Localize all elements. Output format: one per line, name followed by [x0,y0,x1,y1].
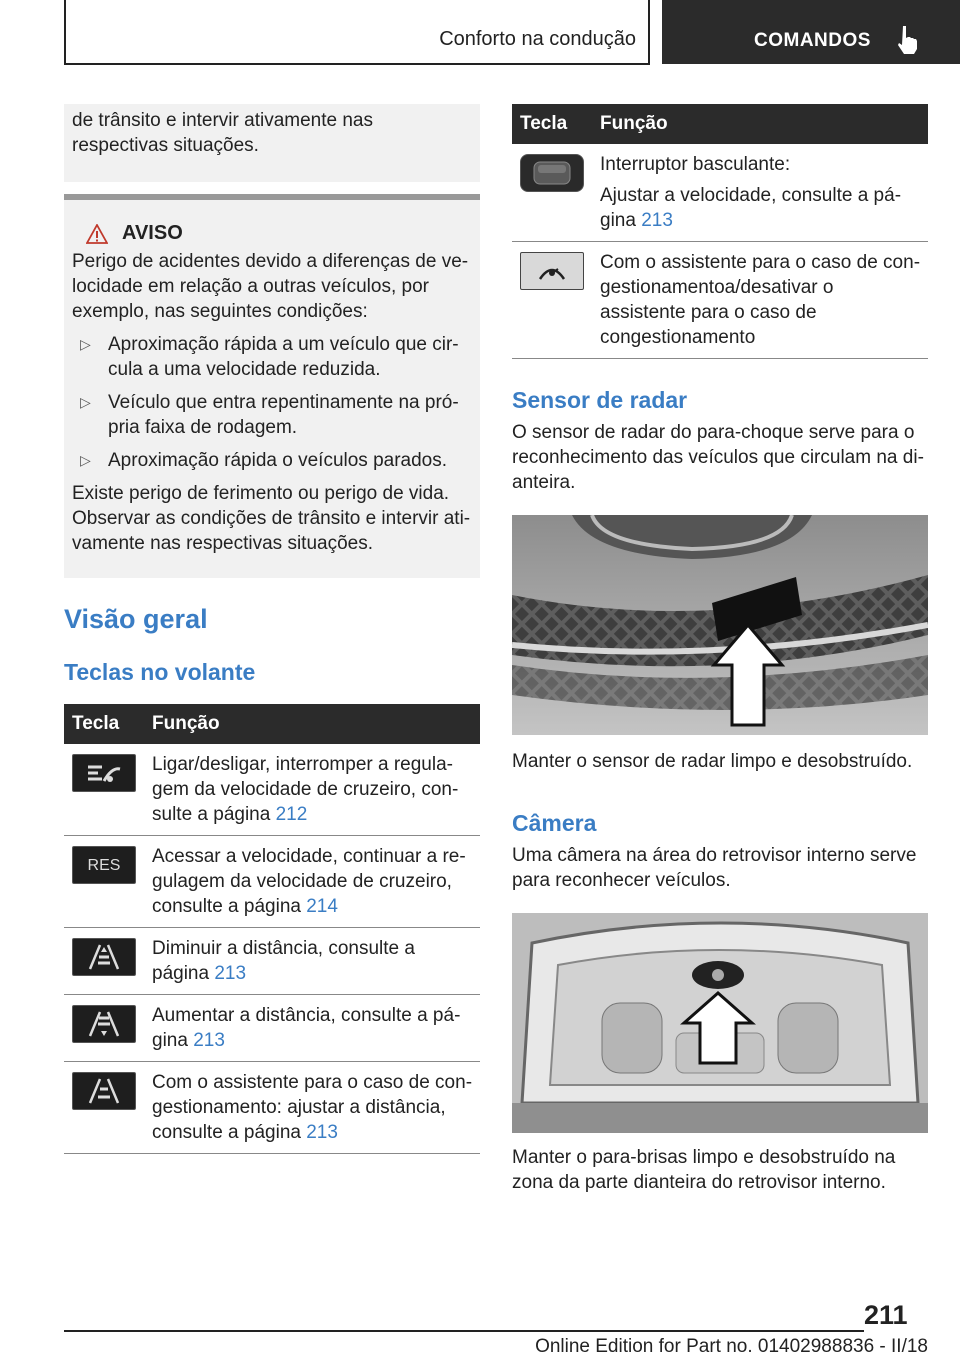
function-cell: Com o assistente para o caso de congestionamentoa/desativar o assistente para o caso de congestionamento [592,242,928,359]
steering-keys-table [64,704,480,1154]
col-key-header: Tecla [64,704,144,744]
table-header-row [512,104,928,144]
overview-heading: Visão geral [64,604,208,634]
table-header-row [64,704,480,744]
function-cell: Ligar/desligar, interromper a regulagem da velocidade de cruzeiro, consulte a página 212 [144,744,480,836]
page-link[interactable]: 214 [306,896,338,917]
function-cell: Aumentar a distância, consulte a página 213 [144,995,480,1062]
table-row [512,242,928,359]
function-cell: Interruptor basculante: Ajustar a velocidade, consulte a página 213 [592,144,928,242]
function-cell: Diminuir a distância, consulte a página 213 [144,928,480,995]
table-row [64,1062,480,1154]
list-item [80,448,472,473]
warning-bullet-3: Aproximação rápida o veículos parados. [108,450,448,471]
page-link[interactable]: 213 [214,963,247,984]
camera-heading: Câmera [512,810,597,836]
camera-text: Uma câmera na área do retrovisor interno serve para reconhecer veículos. [512,845,917,891]
continued-box [64,104,480,182]
function-cell: Acessar a velocidade, continuar a regulagem da velocidade de cruzeiro, consulte a página 214 [144,836,480,928]
assist-keys-table [512,104,928,359]
radar-caption: Manter o sensor de radar limpo e desobstruído. [512,751,913,772]
footer-rule [64,1330,864,1332]
steering-keys-heading: Teclas no volante [64,659,256,685]
traffic-jam-assistant-icon [72,1072,136,1110]
col-function-header: Função [592,104,928,144]
list-item [80,390,472,440]
table-row [64,836,480,928]
warning-bullet-1: Aproximação rápida a um veículo que circula a uma velocidade reduzida. [108,334,459,380]
warning-triangle-icon [86,224,108,244]
cruise-control-icon [72,754,136,792]
page-number: 211 [864,1300,908,1330]
footer-edition: Online Edition for Part no. 01402988836 - II/18 [535,1336,928,1357]
warning-outro: Existe perigo de ferimento ou perigo de vida. Observar as condições de trânsito e intervir ativamente nas respectivas situações. [72,483,471,554]
distance-decrease-icon [72,938,136,976]
header-chapter-tab[interactable] [662,0,960,64]
warning-title [86,222,472,245]
distance-increase-icon [72,1005,136,1043]
radar-text: O sensor de radar do para-choque serve para o reconhecimento das veículos que circulam na dianteira. [512,422,924,493]
left-column [64,104,480,1154]
table-row [64,744,480,836]
windshield-camera-photo [512,913,928,1133]
camera-caption: Manter o para-brisas limpo e desobstruído na zona da parte dianteira do retrovisor interno. [512,1147,896,1193]
col-function-header: Função [144,704,480,744]
page-link[interactable]: 213 [306,1122,338,1143]
res-icon: RES [72,846,136,884]
warning-intro: Perigo de acidentes devido a diferenças de velocidade em relação a outras veículos, por exemplo, nas seguintes condições: [72,251,469,322]
radar-heading: Sensor de radar [512,387,688,413]
page-link[interactable]: 212 [275,804,308,825]
continued-text: de trânsito e intervir ativamente nas respectivas situações. [72,110,373,156]
bullet-triangle-icon: ▷ [80,452,91,468]
right-column [512,104,928,1195]
pointing-hand-icon [894,24,920,54]
steering-assistant-icon [520,252,584,290]
table-row [64,995,480,1062]
function-cell: Com o assistente para o caso de congestionamento: ajustar a distância, consulte a página 213 [144,1062,480,1154]
col-key-header: Tecla [512,104,592,144]
page-link[interactable]: 213 [193,1030,225,1051]
header-rule-right [648,0,650,64]
table-row [64,928,480,995]
page-link[interactable]: 213 [641,210,673,231]
warning-bullet-2: Veículo que entra repentinamente na própria faixa de rodagem. [108,392,459,438]
bullet-triangle-icon: ▷ [80,336,91,352]
warning-title-text: AVISO [122,222,183,244]
header-section-title[interactable]: Conforto na condução [439,28,636,50]
list-item [80,332,472,382]
bullet-triangle-icon: ▷ [80,394,91,410]
radar-sensor-photo [512,515,928,735]
header-rule-bottom [64,63,650,65]
warning-box [64,194,480,578]
header-chapter-label: COMANDOS [754,30,871,51]
rocker-switch-icon [520,154,584,192]
table-row [512,144,928,242]
